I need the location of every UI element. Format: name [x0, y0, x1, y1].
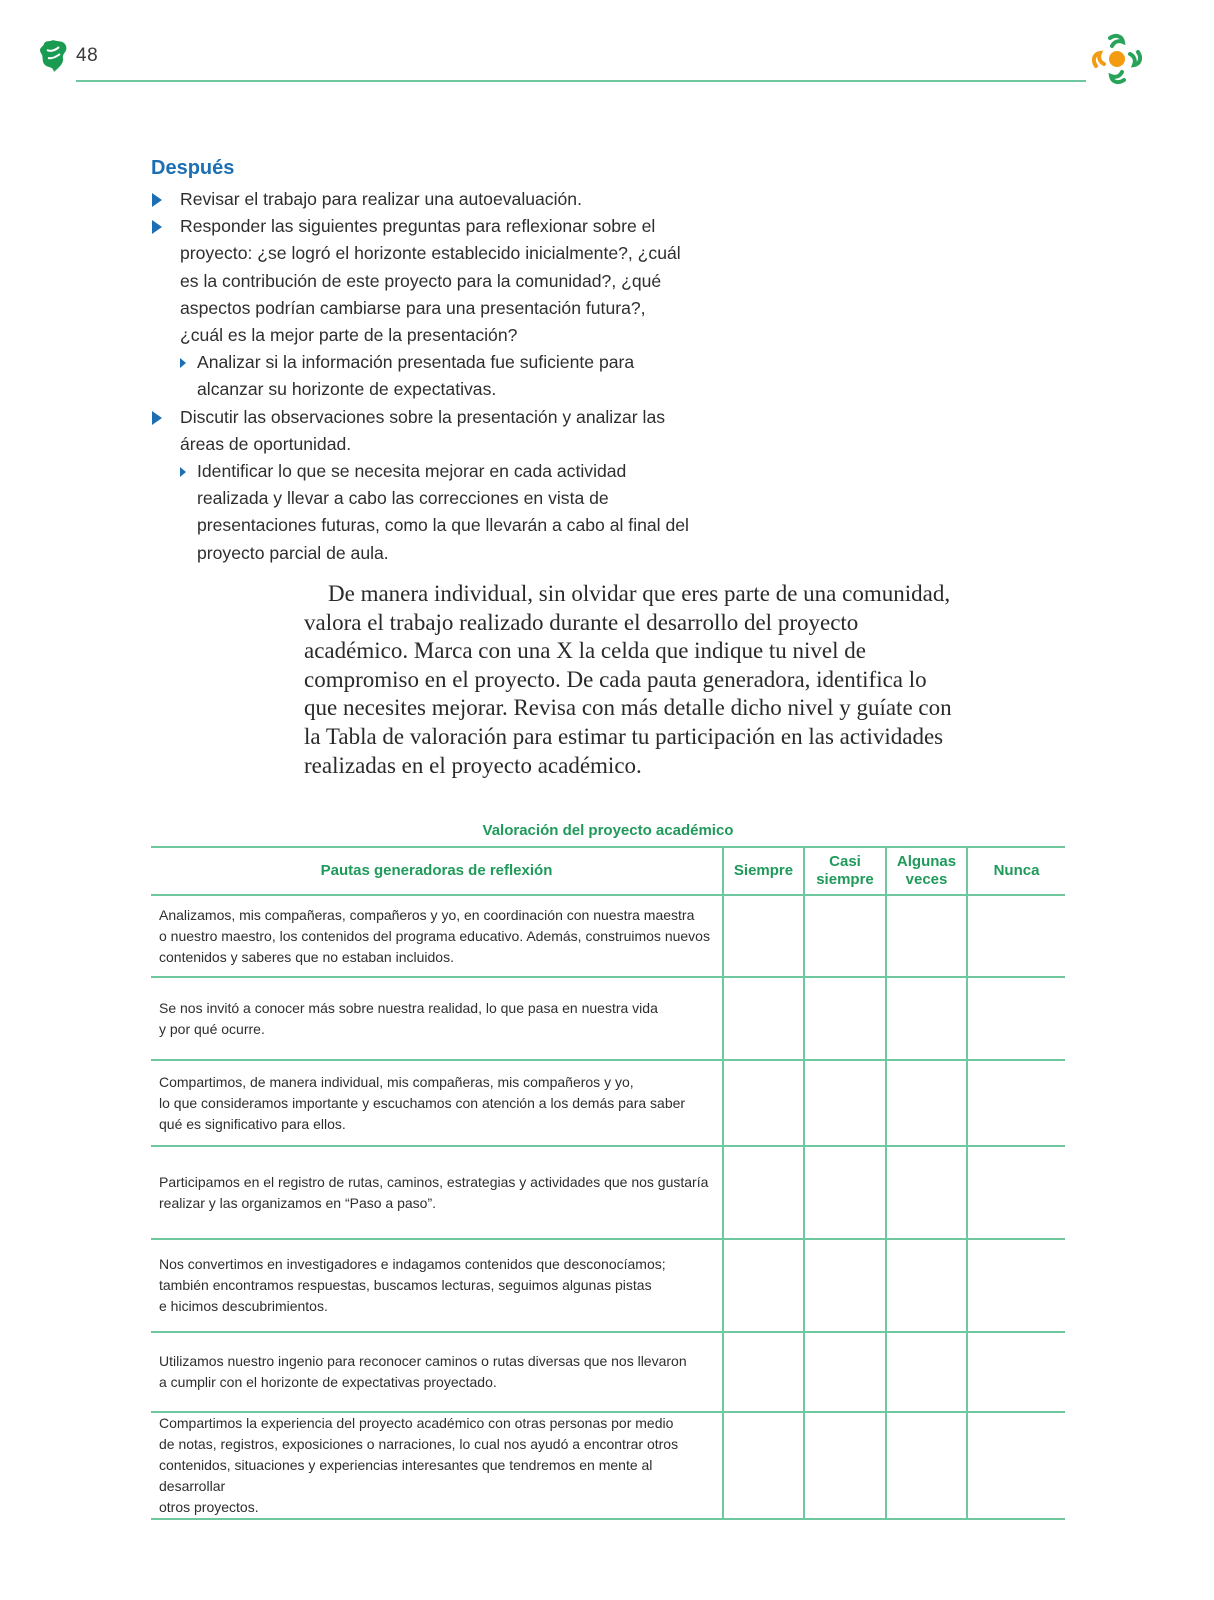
pauta-line: Compartimos la experiencia del proyecto académico con otras personas por medio	[159, 1415, 674, 1431]
cell-nunca[interactable]	[967, 1060, 1065, 1146]
pauta-cell	[151, 977, 723, 1060]
cell-casi-siempre[interactable]	[804, 1332, 886, 1412]
table-row	[151, 977, 1065, 1060]
pauta-cell	[151, 1239, 723, 1332]
cell-algunas-veces[interactable]	[886, 1412, 967, 1519]
column-header-line: veces	[905, 871, 948, 888]
pauta-line: de notas, registros, exposiciones o narraciones, lo cual nos ayudó a encontrar otros	[159, 1436, 679, 1452]
intro-paragraph: De manera individual, sin olvidar que eres parte de una comunidad, valora el trabajo realizado durante el desarrollo del proyecto académico. Marca con una X la celda que indique tu nivel de compromiso en el proyecto. De cada pauta generadora, identifica lo que necesites mejorar. Revisa con más detalle dicho nivel y guíate con la Tabla de valoración para estimar tu participación en las actividades realizadas en el proyecto académico.	[304, 581, 952, 778]
list-item	[152, 213, 692, 349]
orange-green-flower-icon	[1090, 32, 1144, 86]
column-header-algunas-veces	[886, 847, 967, 895]
header-rule	[76, 80, 1086, 82]
bullet-triangle-icon	[152, 411, 162, 425]
pauta-cell	[151, 1332, 723, 1412]
list-item	[152, 186, 692, 213]
column-header-casi-siempre	[804, 847, 886, 895]
cell-nunca[interactable]	[967, 895, 1065, 977]
green-leaf-logo-icon	[38, 38, 68, 74]
pauta-line: contenidos y saberes que no estaban incluidos.	[159, 948, 454, 965]
cell-siempre[interactable]	[723, 977, 804, 1060]
cell-casi-siempre[interactable]	[804, 1060, 886, 1146]
pauta-line: o nuestro maestro, los contenidos del programa educativo. Además, construimos nuevos	[159, 927, 710, 944]
cell-siempre[interactable]	[723, 1239, 804, 1332]
pauta-cell	[151, 1412, 723, 1519]
cell-casi-siempre[interactable]	[804, 1146, 886, 1239]
cell-algunas-veces[interactable]	[886, 895, 967, 977]
column-header-line: siempre	[816, 871, 874, 888]
pauta-line: también encontramos respuestas, buscamos lecturas, seguimos algunas pistas	[159, 1277, 652, 1293]
pauta-line: Utilizamos nuestro ingenio para reconocer caminos o rutas diversas que nos llevaron	[159, 1353, 687, 1369]
sub-list-item	[152, 349, 692, 403]
column-header-line: Algunas	[896, 853, 957, 870]
cell-siempre[interactable]	[723, 1412, 804, 1519]
column-header-line: Casi	[829, 853, 861, 870]
pauta-line: Nos convertimos en investigadores e indagamos contenidos que desconocíamos;	[159, 1256, 666, 1272]
cell-nunca[interactable]	[967, 1412, 1065, 1519]
cell-siempre[interactable]	[723, 1146, 804, 1239]
sub-list-item-text: Analizar si la información presentada fue suficiente para alcanzar su horizonte de expectativas.	[197, 352, 635, 400]
cell-algunas-veces[interactable]	[886, 977, 967, 1060]
cell-nunca[interactable]	[967, 1239, 1065, 1332]
cell-algunas-veces[interactable]	[886, 1332, 967, 1412]
cell-algunas-veces[interactable]	[886, 1060, 967, 1146]
pauta-line: Participamos en el registro de rutas, caminos, estrategias y actividades que nos gustaría	[159, 1173, 709, 1190]
table-row	[151, 1332, 1065, 1412]
bullet-triangle-icon	[152, 193, 162, 207]
valuation-table	[151, 846, 1065, 1520]
pauta-line: a cumplir con el horizonte de expectativas proyectado.	[159, 1374, 497, 1390]
list-item-text: Revisar el trabajo para realizar una autoevaluación.	[180, 189, 582, 209]
page-number: 48	[76, 45, 99, 66]
bullet-small-triangle-icon	[180, 467, 186, 477]
pauta-line: lo que consideramos importante y escuchamos con atención a los demás para saber	[159, 1094, 686, 1111]
pauta-line: Se nos invitó a conocer más sobre nuestra realidad, lo que pasa en nuestra vida	[159, 999, 658, 1016]
table-row	[151, 1239, 1065, 1332]
sub-list-item	[152, 458, 692, 567]
table-header-row	[151, 847, 1065, 895]
section-title: Después	[151, 157, 235, 179]
pauta-line: otros proyectos.	[159, 1499, 259, 1515]
pauta-line: y por qué ocurre.	[159, 1020, 265, 1037]
column-header-nunca: Nunca	[967, 847, 1065, 895]
pauta-cell	[151, 1146, 723, 1239]
bullet-triangle-icon	[152, 220, 162, 234]
pauta-cell	[151, 1060, 723, 1146]
list-item-text: Discutir las observaciones sobre la presentación y analizar las áreas de oportunidad.	[180, 406, 666, 454]
table-caption: Valoración del proyecto académico	[482, 822, 734, 839]
pauta-line: qué es significativo para ellos.	[159, 1115, 346, 1132]
pauta-line: Compartimos, de manera individual, mis compañeras, mis compañeros y yo,	[159, 1073, 634, 1090]
pauta-line: e hicimos descubrimientos.	[159, 1298, 328, 1314]
pauta-line: Analizamos, mis compañeras, compañeros y yo, en coordinación con nuestra maestra	[159, 906, 695, 923]
cell-algunas-veces[interactable]	[886, 1239, 967, 1332]
sub-list-item-text: Identificar lo que se necesita mejorar en cada actividad realizada y llevar a cabo las correcciones en vista de presentaciones futuras, como la que llevarán a cabo al final del proyecto parcial de aula.	[197, 461, 689, 563]
column-header-pautas: Pautas generadoras de reflexión	[151, 847, 723, 895]
cell-siempre[interactable]	[723, 895, 804, 977]
cell-nunca[interactable]	[967, 977, 1065, 1060]
cell-casi-siempre[interactable]	[804, 1412, 886, 1519]
cell-nunca[interactable]	[967, 1146, 1065, 1239]
cell-casi-siempre[interactable]	[804, 1239, 886, 1332]
table-row	[151, 895, 1065, 977]
after-bullet-list	[152, 186, 692, 567]
list-item-text: Responder las siguientes preguntas para reflexionar sobre el proyecto: ¿se logró el horizonte establecido inicialmente?, ¿cuál es la contribución de este proyecto para la comunidad?, ¿qué aspectos podrían cambiarse para una presentación futura?, ¿cuál es la mejor parte de la presentación?	[180, 216, 681, 346]
cell-casi-siempre[interactable]	[804, 977, 886, 1060]
cell-algunas-veces[interactable]	[886, 1146, 967, 1239]
table-row	[151, 1060, 1065, 1146]
cell-nunca[interactable]	[967, 1332, 1065, 1412]
table-row	[151, 1146, 1065, 1239]
cell-casi-siempre[interactable]	[804, 895, 886, 977]
column-header-siempre: Siempre	[723, 847, 804, 895]
bullet-small-triangle-icon	[180, 358, 186, 368]
table-row	[151, 1412, 1065, 1519]
pauta-line: contenidos, situaciones y experiencias interesantes que tendremos en mente al desarrollar	[159, 1457, 653, 1494]
pauta-line: realizar y las organizamos en “Paso a paso”.	[159, 1194, 437, 1211]
list-item	[152, 404, 692, 458]
cell-siempre[interactable]	[723, 1060, 804, 1146]
cell-siempre[interactable]	[723, 1332, 804, 1412]
pauta-cell	[151, 895, 723, 977]
